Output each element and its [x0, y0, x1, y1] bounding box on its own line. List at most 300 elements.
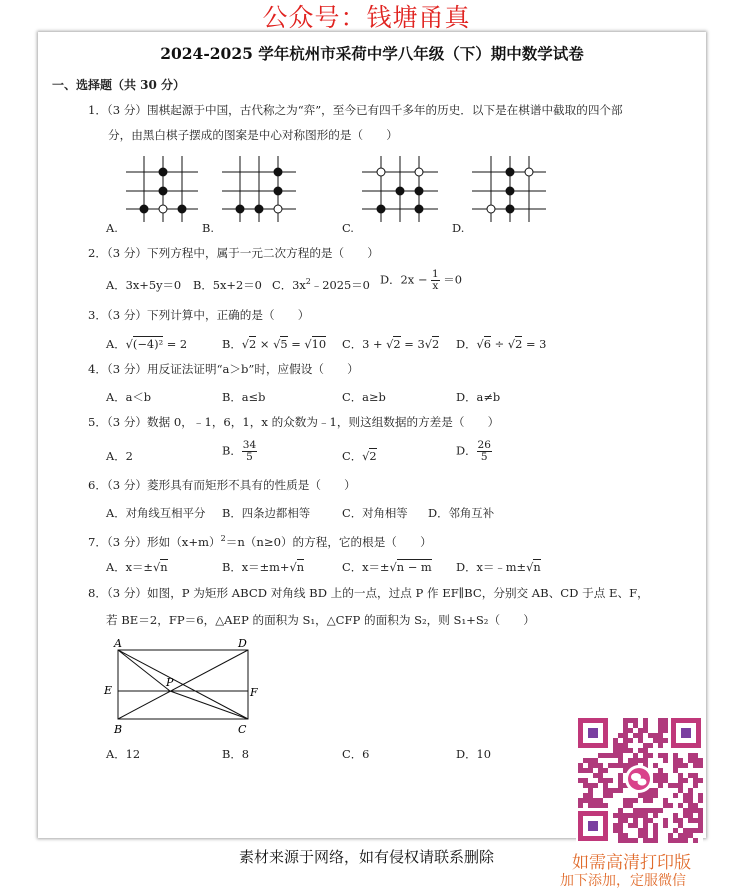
qr-module [688, 828, 693, 833]
qr-module [663, 758, 668, 763]
qr-module [663, 778, 668, 783]
qr-module [698, 763, 703, 768]
qr-module [673, 783, 678, 788]
qr-module [628, 823, 633, 828]
segment-ap [118, 650, 170, 691]
qr-module [628, 728, 633, 733]
qr-module [643, 718, 648, 723]
qr-module [618, 813, 623, 818]
qr-module [658, 718, 663, 723]
q4-option-b[interactable]: B．a≤b [222, 390, 266, 404]
qr-module [678, 778, 683, 783]
q8-stem-line1: 8．（3 分）如图，P 为矩形 ABCD 对角线 BD 上的一点，过点 P 作 EF∥BC，分别交 AB、CD 于点 E、F， [88, 586, 649, 600]
qr-module [638, 793, 643, 798]
qr-module [633, 753, 638, 758]
q1-option-b[interactable]: B. [202, 221, 214, 235]
qr-module [623, 838, 628, 843]
qr-module [633, 818, 638, 823]
qr-module [683, 798, 688, 803]
qr-module [663, 723, 668, 728]
qr-module [668, 833, 673, 838]
qr-module [613, 738, 618, 743]
qr-module [698, 818, 703, 823]
qr-module [693, 773, 698, 778]
qr-module [628, 738, 633, 743]
qr-module [623, 748, 628, 753]
qr-module [673, 828, 678, 833]
qr-module [678, 763, 683, 768]
qr-module [698, 778, 703, 783]
qr-module [653, 838, 658, 843]
qr-module [623, 803, 628, 808]
qr-module [583, 768, 588, 773]
q1-stem-line2: 分，由黑白棋子摆成的图案是中心对称图形的是（ ） [108, 128, 398, 142]
qr-module [598, 768, 603, 773]
qr-module [648, 753, 653, 758]
qr-module [618, 773, 623, 778]
q8-option-a[interactable]: A．12 [106, 747, 141, 761]
qr-module [603, 768, 608, 773]
qr-module [633, 723, 638, 728]
qr-module [638, 813, 643, 818]
qr-module [633, 823, 638, 828]
q5-option-a[interactable]: A．2 [106, 449, 133, 463]
qr-module [643, 758, 648, 763]
qr-module [628, 748, 633, 753]
qr-module [628, 838, 633, 843]
qr-module [618, 733, 623, 738]
qr-module [638, 833, 643, 838]
qr-module [638, 738, 643, 743]
qr-module [683, 763, 688, 768]
qr-module [653, 808, 658, 813]
qr-module [608, 788, 613, 793]
qr-module [663, 773, 668, 778]
qr-module [623, 723, 628, 728]
q5-option-b[interactable]: B． $\frac{34}{5}$ [222, 439, 257, 463]
qr-module [658, 773, 663, 778]
q6-option-b[interactable]: B．四条边都相等 [222, 506, 311, 520]
qr-module [643, 748, 648, 753]
qr-module [588, 763, 593, 768]
qr-module [693, 783, 698, 788]
qr-module [678, 773, 683, 778]
q4-option-a[interactable]: A．a＜b [106, 390, 152, 404]
qr-module [648, 733, 653, 738]
qr-module [613, 788, 618, 793]
qr-module [663, 728, 668, 733]
q4-stem: 4．（3 分）用反证法证明“a＞b”时，应假设（ ） [88, 362, 359, 376]
q1-option-a[interactable]: A. [106, 221, 118, 235]
qr-module [643, 723, 648, 728]
qr-module [613, 753, 618, 758]
qr-module [598, 798, 603, 803]
section-heading: 一、选择题（共 30 分） [52, 78, 186, 92]
qr-module [673, 793, 678, 798]
qr-module [618, 818, 623, 823]
q2-d-fraction: $\frac{1}{x}$ [431, 268, 439, 292]
qr-module [693, 758, 698, 763]
exam-title: 2024-2025 学年杭州市采荷中学八年级（下）期中数学试卷 [160, 44, 584, 63]
q1-option-d[interactable]: D. [452, 221, 465, 235]
qr-module [658, 778, 663, 783]
qr-module [633, 758, 638, 763]
qr-module [658, 783, 663, 788]
qr-module [623, 818, 628, 823]
qr-module [593, 758, 598, 763]
qr-module [623, 833, 628, 838]
qr-module [658, 768, 663, 773]
q2-c-sup: 2 [305, 277, 311, 287]
qr-module [598, 773, 603, 778]
qr-module [643, 838, 648, 843]
q7-option-d[interactable]: D．x＝﹣m±√n [456, 560, 541, 574]
q5-option-d[interactable]: D． $\frac{26}{5}$ [456, 439, 491, 463]
q3-option-c[interactable]: C．3 + √2 = 3√2 [342, 337, 440, 351]
qr-module [618, 753, 623, 758]
qr-module [698, 813, 703, 818]
qr-module [693, 828, 698, 833]
qr-module [623, 733, 628, 738]
qr-module [638, 728, 643, 733]
qr-module [598, 778, 603, 783]
qr-module [618, 833, 623, 838]
qr-module [653, 738, 658, 743]
qr-module [613, 813, 618, 818]
qr-module [658, 733, 663, 738]
qr-module [643, 798, 648, 803]
qr-module [633, 798, 638, 803]
qr-module [693, 818, 698, 823]
qr-module [578, 763, 583, 768]
qr-module [588, 783, 593, 788]
q4-option-c[interactable]: C．a≥b [342, 390, 386, 404]
qr-module [608, 753, 613, 758]
qr-module [628, 813, 633, 818]
q8-option-b[interactable]: B．8 [222, 747, 250, 761]
qr-module [583, 758, 588, 763]
qr-module [698, 798, 703, 803]
qr-module [588, 803, 593, 808]
qr-module [648, 743, 653, 748]
q3-option-a[interactable]: A．√(−4)² = 2 [106, 337, 188, 351]
qr-module [658, 728, 663, 733]
qr-module [608, 793, 613, 798]
qr-module [613, 828, 618, 833]
qr-module [653, 813, 658, 818]
board-d [472, 156, 546, 222]
qr-module [653, 793, 658, 798]
qr-module [663, 738, 668, 743]
qr-module [683, 778, 688, 783]
qr-module [593, 763, 598, 768]
qr-module [618, 808, 623, 813]
qr-module [593, 798, 598, 803]
qr-module [603, 793, 608, 798]
q6-option-d[interactable]: D．邻角互补 [428, 506, 495, 520]
qr-module [653, 778, 658, 783]
qr-module [598, 803, 603, 808]
qr-module [683, 813, 688, 818]
qr-module [633, 813, 638, 818]
q8-option-d[interactable]: D．10 [456, 747, 492, 761]
qr-module [643, 793, 648, 798]
qr-module [643, 743, 648, 748]
qr-module [628, 798, 633, 803]
qr-module [593, 773, 598, 778]
qr-module [688, 753, 693, 758]
qr-module [623, 738, 628, 743]
q2-option-d[interactable] [380, 269, 462, 292]
qr-module [638, 733, 643, 738]
q2-c-pre: C．3x [272, 278, 306, 292]
qr-module [668, 838, 673, 843]
qr-module [678, 833, 683, 838]
qr-module [653, 763, 658, 768]
q3-option-d[interactable]: D．√6 ÷ √2 = 3 [456, 337, 547, 351]
label-e: E [104, 684, 113, 697]
qr-module [653, 788, 658, 793]
qr-module [688, 758, 693, 763]
qr-module [603, 788, 608, 793]
q5-stem: 5．（3 分）数据 0，﹣1，6，1，x 的众数为﹣1，则这组数据的方差是（ ） [88, 415, 500, 429]
print-version-note: 如需高清打印版 [572, 853, 691, 873]
qr-module [653, 773, 658, 778]
qr-module [653, 733, 658, 738]
qr-module [633, 838, 638, 843]
qr-module [618, 783, 623, 788]
qr-module [598, 763, 603, 768]
qr-module [618, 763, 623, 768]
qr-module [673, 753, 678, 758]
qr-module [648, 793, 653, 798]
qr-module [673, 758, 678, 763]
q7-option-c[interactable]: C．x＝±√n − m [342, 560, 432, 574]
q2-option-c[interactable] [272, 277, 370, 293]
q6-stem: 6．（3 分）菱形具有而矩形不具有的性质是（ ） [88, 478, 356, 492]
qr-module [663, 818, 668, 823]
footer-disclaimer: 素材来源于网络，如有侵权请联系删除 [238, 848, 494, 866]
q7-stem: 7．（3 分）形如$(x+m)^2=n(n\ge 0)$的方程，它的根是（ ） [88, 534, 432, 549]
q2-option-a[interactable]: A．3x+5y＝0 [106, 278, 182, 292]
qr-module [673, 763, 678, 768]
qr-module [678, 823, 683, 828]
qr-module [628, 758, 633, 763]
qr-module [638, 758, 643, 763]
q5-option-c[interactable]: C．√2 [342, 449, 377, 463]
qr-module [588, 768, 593, 773]
qr-module [588, 798, 593, 803]
qr-module [688, 773, 693, 778]
q2-d-post: ＝0 [443, 272, 462, 287]
qr-module [618, 823, 623, 828]
qr-module [608, 763, 613, 768]
qr-module [678, 783, 683, 788]
q2-option-b[interactable]: B．5x+2＝0 [193, 278, 262, 292]
qr-module [618, 788, 623, 793]
qr-module [633, 808, 638, 813]
qr-module [653, 828, 658, 833]
qr-module [668, 803, 673, 808]
qr-module [623, 728, 628, 733]
watermark-text: 公众号：钱塘甬真 [262, 3, 471, 32]
qr-module [658, 723, 663, 728]
qr-module [633, 733, 638, 738]
qr-module [628, 718, 633, 723]
qr-module [643, 833, 648, 838]
qr-module [693, 778, 698, 783]
qr-module [683, 828, 688, 833]
qr-module [628, 803, 633, 808]
label-a: A [114, 637, 122, 650]
qr-module [583, 778, 588, 783]
q8-rectangle-figure [100, 636, 280, 736]
qr-module [693, 763, 698, 768]
qr-module [663, 718, 668, 723]
q7-option-a[interactable]: A．x＝±√n [106, 560, 168, 574]
qr-module [688, 798, 693, 803]
qr-module [613, 743, 618, 748]
qr-module [688, 788, 693, 793]
qr-module [578, 778, 583, 783]
qr-module [698, 823, 703, 828]
qr-module [693, 838, 698, 843]
qr-module [603, 778, 608, 783]
qr-module [598, 753, 603, 758]
qr-module [658, 738, 663, 743]
qr-module [693, 753, 698, 758]
qr-module [638, 748, 643, 753]
q2-d-pre: D．2x − [380, 272, 428, 287]
qr-module [613, 823, 618, 828]
q4-option-d[interactable]: D．a≠b [456, 390, 501, 404]
qr-module [643, 828, 648, 833]
qr-module [683, 808, 688, 813]
qr-module [618, 743, 623, 748]
qr-module [618, 838, 623, 843]
label-p: P [166, 676, 174, 689]
qr-module [623, 798, 628, 803]
qr-module [698, 828, 703, 833]
board-c [362, 156, 438, 222]
qr-code-image [576, 716, 703, 843]
qr-module [643, 823, 648, 828]
label-d: D [238, 637, 247, 650]
qr-module [618, 758, 623, 763]
qr-module [678, 758, 683, 763]
qr-module [648, 818, 653, 823]
qr-module [593, 803, 598, 808]
qr-module [688, 793, 693, 798]
board-b [222, 156, 296, 222]
qr-module [678, 838, 683, 843]
label-c: C [238, 723, 247, 736]
qr-module [618, 748, 623, 753]
qr-module [648, 808, 653, 813]
qr-module [578, 798, 583, 803]
qr-module [688, 803, 693, 808]
q3-stem: 3．（3 分）下列计算中，正确的是（ ） [88, 308, 310, 322]
qr-module [693, 803, 698, 808]
qr-module [588, 793, 593, 798]
q2-c-post: ﹣2025＝0 [310, 278, 370, 292]
qr-module [638, 828, 643, 833]
label-f: F [250, 686, 258, 699]
q1-option-c[interactable]: C. [342, 221, 354, 235]
qr-module [618, 778, 623, 783]
q6-option-c[interactable]: C．对角相等 [342, 506, 408, 520]
qr-module [683, 793, 688, 798]
print-version-note-2: 加下添加，定服微信 [560, 873, 686, 889]
qr-module [658, 808, 663, 813]
qr-module [688, 808, 693, 813]
qr-module [643, 813, 648, 818]
label-b: B [114, 723, 123, 736]
qr-module [688, 813, 693, 818]
qr-module [623, 813, 628, 818]
qr-module [673, 768, 678, 773]
qr-module [683, 838, 688, 843]
qr-module [688, 818, 693, 823]
qr-module [613, 748, 618, 753]
qr-module [678, 803, 683, 808]
qr-module [608, 778, 613, 783]
qr-module [578, 768, 583, 773]
qr-module [593, 783, 598, 788]
qr-module [603, 783, 608, 788]
qr-module [698, 793, 703, 798]
q3-option-b[interactable]: B．√2 × √5 = √10 [222, 337, 327, 351]
qr-module [673, 838, 678, 843]
qr-module [663, 753, 668, 758]
qr-module [658, 753, 663, 758]
q1-stem-line1: 1．（3 分）围棋起源于中国，古代称之为“弈”，至今已有四千多年的历史．以下是在棋谱中截取的四个部 [88, 103, 623, 117]
qr-module [693, 808, 698, 813]
qr-module [673, 813, 678, 818]
qr-module [678, 788, 683, 793]
qr-module [613, 763, 618, 768]
q8-stem-line2: 若 BE＝2，FP＝6，△AEP 的面积为 S₁，△CFP 的面积为 S₂，则 S₁+S₂（ ） [106, 613, 535, 627]
qr-module [683, 833, 688, 838]
qr-module [698, 808, 703, 813]
qr-module [588, 758, 593, 763]
qr-module [678, 818, 683, 823]
qr-module [588, 788, 593, 793]
qr-module [623, 763, 628, 768]
qr-module [663, 803, 668, 808]
qr-module [648, 838, 653, 843]
qr-module [618, 828, 623, 833]
q2-stem: 2．（3 分）下列方程中，属于一元二次方程的是（ ） [88, 246, 379, 260]
qr-module [643, 808, 648, 813]
qr-module [603, 803, 608, 808]
qr-module [663, 798, 668, 803]
qr-module [648, 798, 653, 803]
qr-module [623, 718, 628, 723]
qr-module [583, 798, 588, 803]
qr-module [653, 823, 658, 828]
qr-module [668, 783, 673, 788]
qr-module [698, 758, 703, 763]
qr-module [603, 753, 608, 758]
q6-option-a[interactable]: A．对角线互相平分 [106, 506, 206, 520]
qr-module [643, 728, 648, 733]
qr-module [653, 833, 658, 838]
qr-module [673, 818, 678, 823]
qr-module [633, 718, 638, 723]
q7-option-b[interactable]: B．x＝±m+√n [222, 560, 305, 574]
q8-option-c[interactable]: C．6 [342, 747, 370, 761]
